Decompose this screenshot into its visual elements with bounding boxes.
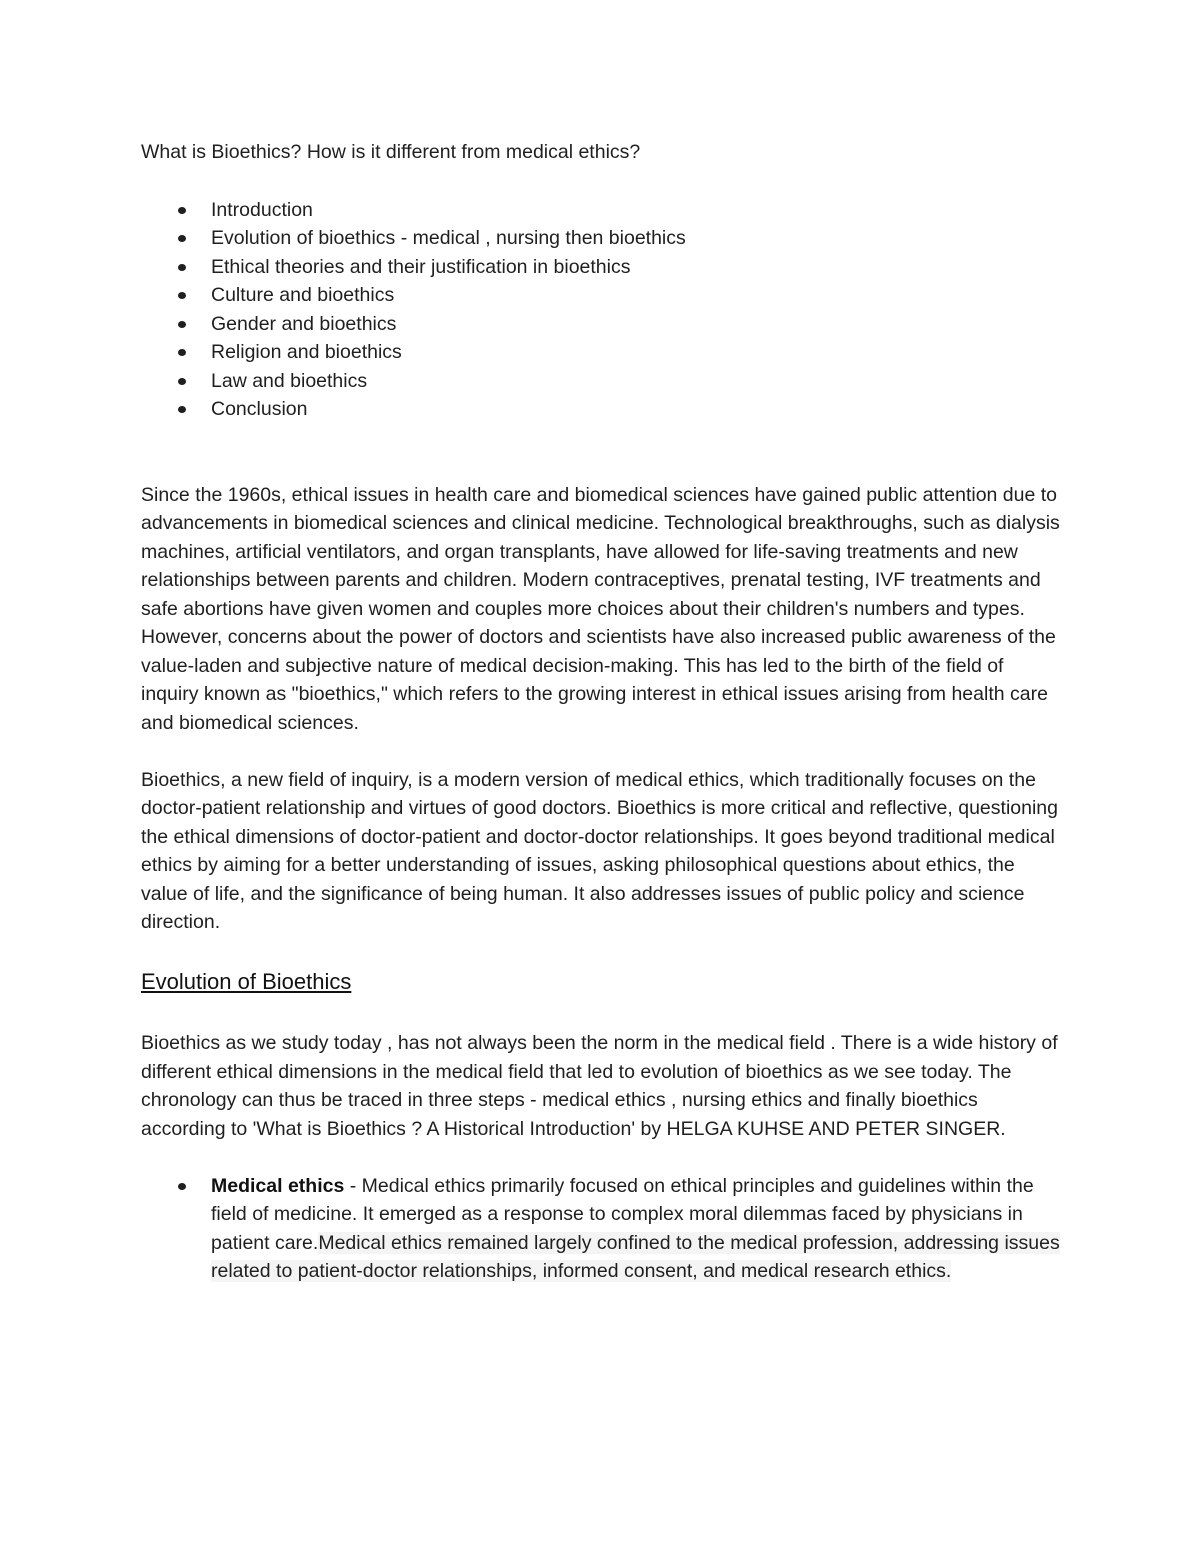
outline-item <box>141 253 1061 282</box>
bullet-icon <box>178 406 186 413</box>
medical-ethics-term: Medical ethics <box>211 1174 345 1197</box>
outline-item-text: Conclusion <box>211 398 308 420</box>
outline-item-text: Law and bioethics <box>211 369 368 392</box>
outline-item <box>141 367 1061 396</box>
bullet-icon <box>178 292 186 299</box>
spacer <box>141 737 1061 766</box>
intro-paragraph: Since the 1960s, ethical issues in health care and biomedical sciences have gained public attention due to advancements in biomedical sciences and clinical medicine. Technological breakthroughs, such as dialysis machines, artificial ventilators, and organ transplants, have allowed for life-saving treatments and new relationships between parents and children. Modern contraceptives, prenatal testing, IVF treatments and safe abortions have given women and couples more choices about their children's numbers and types. However, concerns about the power of doctors and scientists have also increased public awareness of the value-laden and subjective nature of medical decision-making. This has led to the birth of the field of inquiry known as "bioethics," which refers to the growing interest in ethical issues arising from health care and biomedical sciences. <box>141 483 1060 734</box>
medical-ethics-item <box>141 1172 1061 1286</box>
evolution-paragraph: Bioethics as we study today , has not always been the norm in the medical field . There is a wide history of different ethical dimensions in the medical field that led to evolution of bioethics as we see today. The chronology can thus be traced in three steps - medical ethics , nursing ethics and finally bioethics according to 'What is Bioethics ? A Historical Introduction' by HELGA KUHSE AND PETER SINGER. <box>141 1032 1058 1140</box>
bullet-icon <box>178 1183 186 1190</box>
section-heading: Evolution of Bioethics <box>141 968 352 994</box>
outline-item <box>141 281 1061 310</box>
outline-item-text: Gender and bioethics <box>211 312 397 335</box>
bullet-icon <box>178 207 186 214</box>
outline-item-text: Evolution of bioethics - medical , nursing then bioethics <box>211 227 686 249</box>
outline-item <box>141 310 1061 339</box>
medical-ethics-text-part2: Medical ethics remained largely confined to the medical profession, addressing issues related to patient-doctor relationships, informed consent, and medical research ethics. <box>211 1231 1060 1282</box>
term-separator: - <box>344 1174 362 1197</box>
outline-item <box>141 338 1061 367</box>
outline-item <box>141 224 1061 253</box>
outline-item-text: Ethical theories and their justification in bioethics <box>211 255 631 278</box>
bullet-icon <box>178 235 186 242</box>
medical-ethics-text-part1: Medical ethics primarily focused on ethical principles and guidelines within the field of medicine. It emerged as a response to complex moral dilemmas faced by physicians in patient care. <box>211 1174 1034 1254</box>
outline-item <box>141 196 1061 225</box>
bullet-icon <box>178 264 186 271</box>
outline-item-text: Introduction <box>211 198 313 221</box>
document-page <box>141 138 1061 1286</box>
document-question: What is Bioethics? How is it different from medical ethics? <box>141 141 641 163</box>
outline-item-text: Culture and bioethics <box>211 284 395 306</box>
evolution-steps-list <box>141 1172 1061 1286</box>
outline-item-text: Religion and bioethics <box>211 341 402 363</box>
bioethics-definition-paragraph: Bioethics, a new field of inquiry, is a modern version of medical ethics, which traditionally focuses on the doctor-patient relationship and virtues of good doctors. Bioethics is more critical and reflective, questioning the ethical dimensions of doctor-patient and doctor-doctor relationships. It goes beyond traditional medical ethics by aiming for a better understanding of issues, asking philosophical questions about ethics, the value of life, and the significance of being human. It also addresses issues of public policy and science direction. <box>141 768 1058 933</box>
bullet-icon <box>178 321 186 328</box>
bullet-icon <box>178 378 186 385</box>
spacer <box>141 424 1061 481</box>
outline-list <box>141 196 1061 424</box>
bullet-icon <box>178 349 186 356</box>
spacer <box>141 1143 1061 1172</box>
outline-item <box>141 395 1061 424</box>
